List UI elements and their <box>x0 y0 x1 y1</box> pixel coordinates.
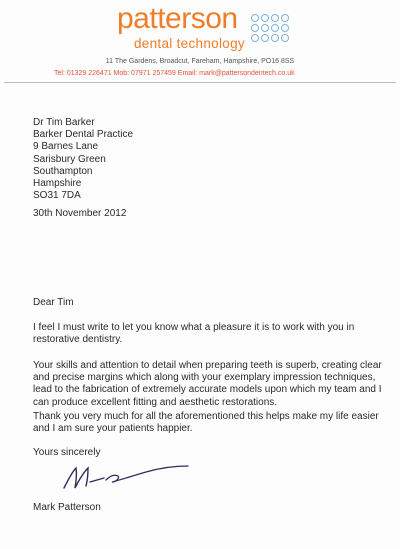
recipient-address <box>33 117 133 202</box>
body-paragraph: I feel I must write to let you know what a pleasure it is to work with you in restorative dentistry. <box>33 322 355 346</box>
body-paragraph: Your skills and attention to detail when preparing teeth is superb, creating clear and precise margins which along with your exemplary impression techniques, lead to the fabrication of extremely accurate models upon which my team and I can produce excellent fitting and aesthetic restorations. <box>33 360 382 408</box>
company-address: 11 The Gardens, Broadcut, Fareham, Hampshire, PO16 8SS <box>105 58 295 65</box>
letter-date: 30th November 2012 <box>33 208 127 219</box>
handwritten-signature-icon <box>60 458 200 498</box>
recipient-line: Hampshire <box>33 177 82 189</box>
recipient-line: Dr Tim Barker <box>33 117 95 128</box>
recipient-line: SO31 7DA <box>33 190 81 202</box>
dot-grid-icon <box>251 14 291 54</box>
salutation: Dear Tim <box>33 297 74 308</box>
recipient-line: Barker Dental Practice <box>33 129 134 141</box>
recipient-line: Southampton <box>33 165 93 177</box>
recipient-line: Sarisbury Green <box>33 153 106 165</box>
closing: Yours sincerely <box>33 447 101 458</box>
header-divider <box>4 82 396 83</box>
recipient-line: 9 Barnes Lane <box>33 141 99 153</box>
signer-name: Mark Patterson <box>33 502 101 513</box>
company-name: patterson <box>117 2 238 35</box>
company-tagline: dental technology <box>134 36 245 51</box>
body-paragraph: Thank you very much for all the aforementioned this helps make my life easier and I am sure your patients happier. <box>33 411 379 435</box>
company-contact: Tel: 01329 226471 Mob: 07971 257459 Email: mark@pattersondentech.co.uk <box>54 70 295 77</box>
